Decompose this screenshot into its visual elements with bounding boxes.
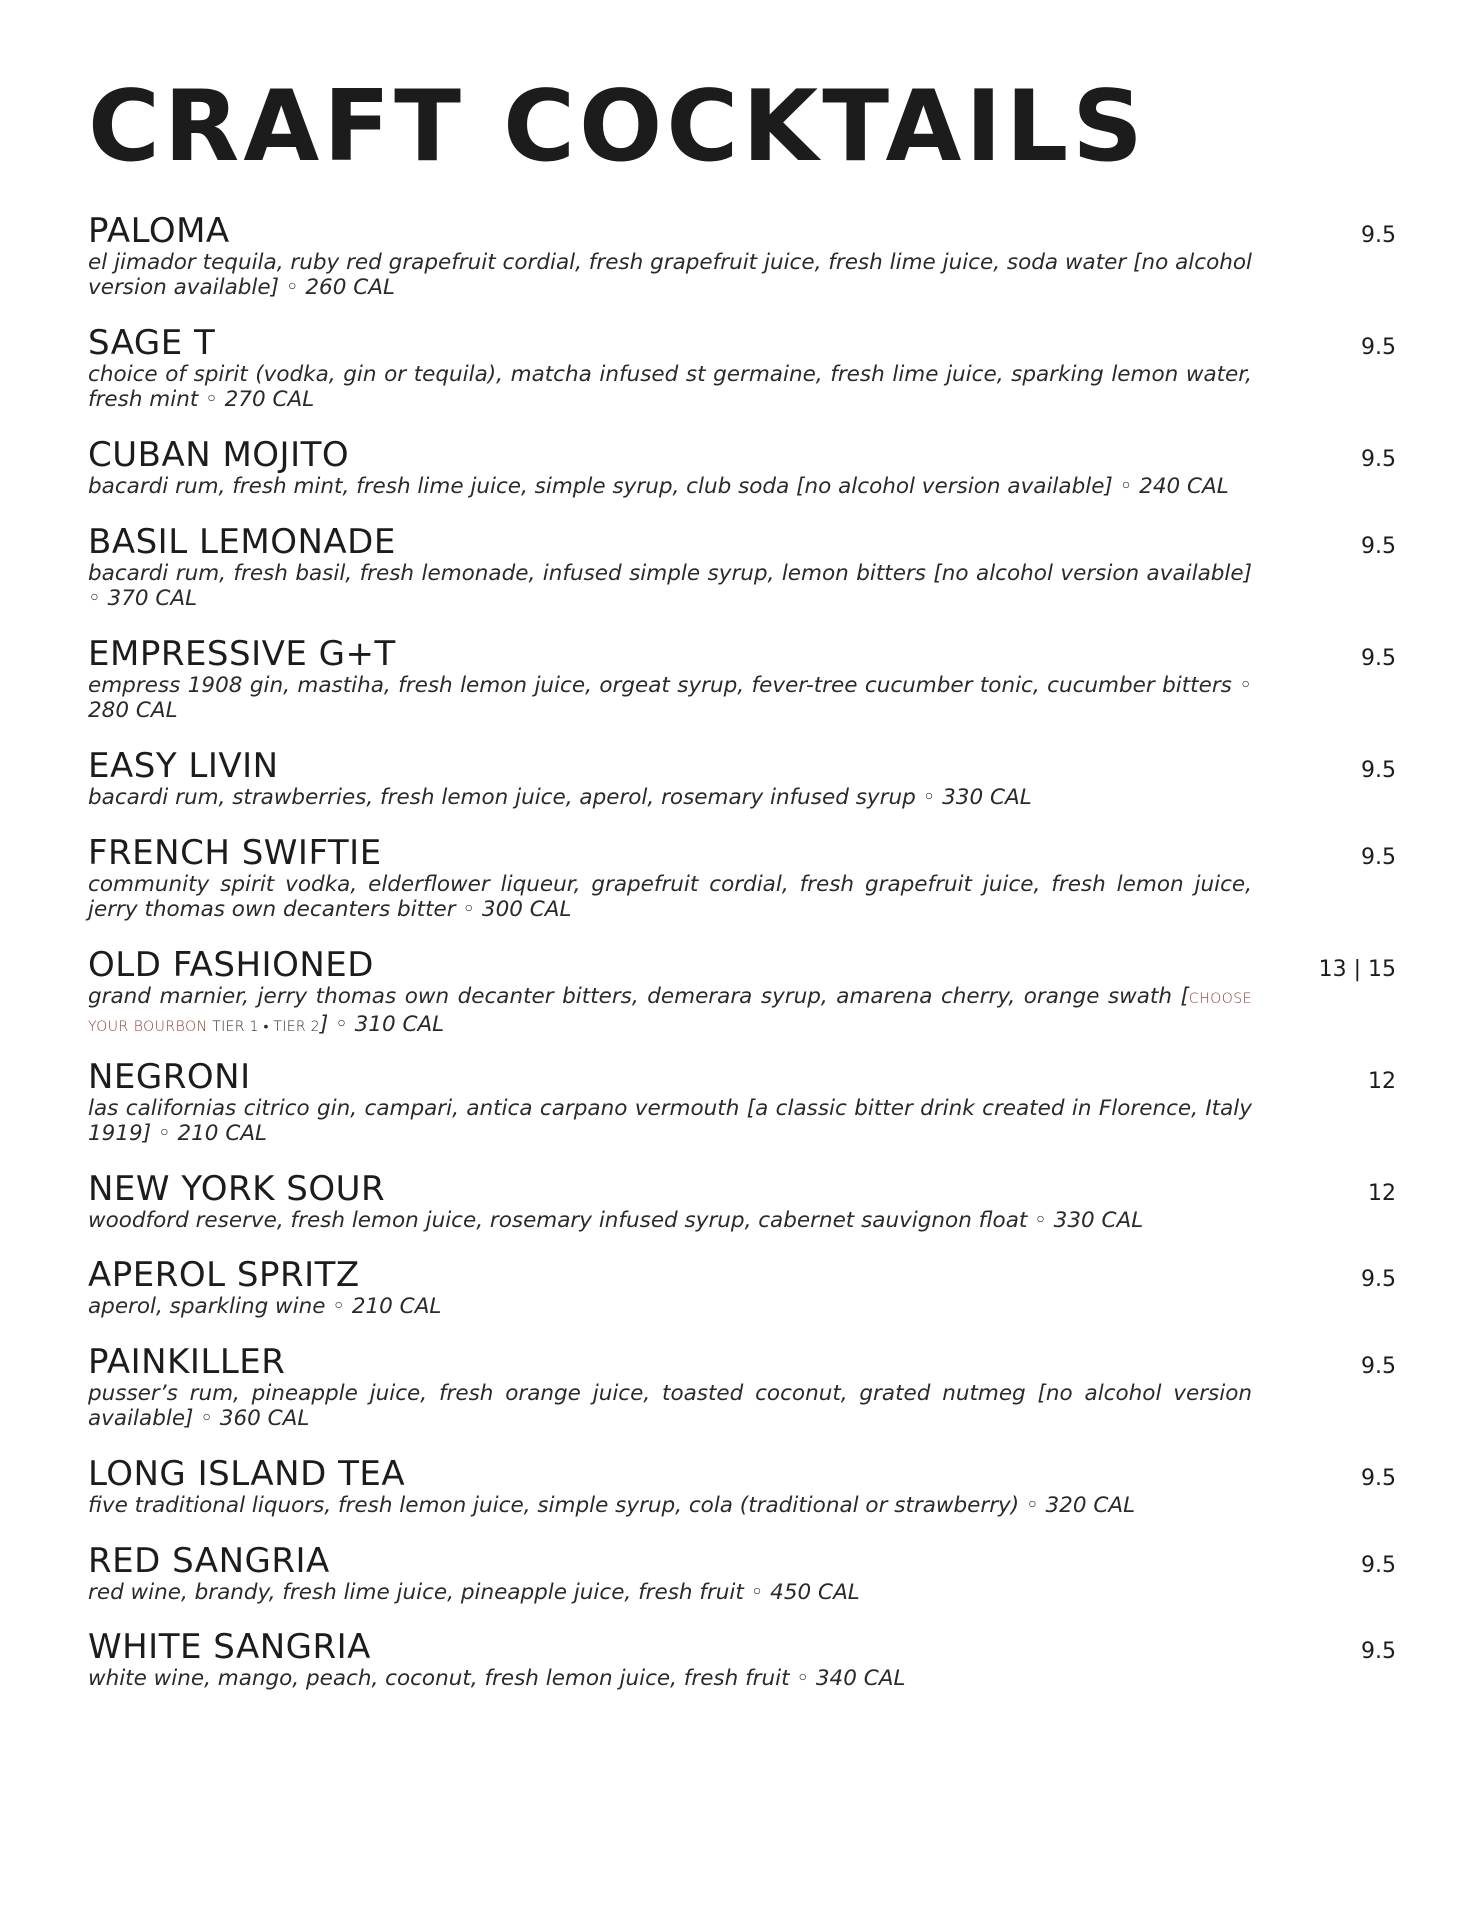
item-description: woodford reserve, fresh lemon juice, rosemary infused syrup, cabernet sauvignon float ◦ 330 CAL: [88, 1208, 1144, 1233]
item-name: OLD FASHIONED: [88, 945, 374, 985]
menu-item-long-island-tea: [88, 1455, 1396, 1518]
menu-item-easy-livin: [88, 747, 1396, 810]
item-description: choice of spirit (vodka, gin or tequila), matcha infused st germaine, fresh lime juice, sparking lemon water, fresh mint ◦ 270 CAL: [88, 362, 1252, 412]
item-description: white wine, mango, peach, coconut, fresh lemon juice, fresh fruit ◦ 340 CAL: [88, 1666, 906, 1691]
item-name: WHITE SANGRIA: [88, 1627, 371, 1667]
menu-item-basil-lemonade: [88, 523, 1396, 611]
item-price: 9.5: [1361, 223, 1396, 248]
item-name: PALOMA: [88, 211, 230, 251]
menu-item-painkiller: [88, 1343, 1396, 1431]
item-name: RED SANGRIA: [88, 1541, 330, 1581]
item-price: 9.5: [1361, 335, 1396, 360]
menu-item-new-york-sour: [88, 1170, 1396, 1233]
item-description: five traditional liquors, fresh lemon juice, simple syrup, cola (traditional or strawberry) ◦ 320 CAL: [88, 1493, 1136, 1518]
item-price: 13 | 15: [1318, 957, 1396, 982]
menu-item-red-sangria: [88, 1542, 1396, 1605]
menu-item-old-fashioned: [88, 946, 1396, 1040]
menu-item-negroni: [88, 1058, 1396, 1146]
item-price: 9.5: [1361, 845, 1396, 870]
item-name: FRENCH SWIFTIE: [88, 833, 382, 873]
item-name: NEW YORK SOUR: [88, 1169, 386, 1209]
item-description: bacardi rum, strawberries, fresh lemon juice, aperol, rosemary infused syrup ◦ 330 CAL: [88, 785, 1032, 810]
page-title: CRAFT COCKTAILS: [88, 70, 1147, 184]
item-price: 9.5: [1361, 1639, 1396, 1664]
item-description: aperol, sparkling wine ◦ 210 CAL: [88, 1294, 442, 1319]
item-name: NEGRONI: [88, 1057, 251, 1097]
item-description: bacardi rum, fresh mint, fresh lime juice, simple syrup, club soda [no alcohol version available] ◦ 240 CAL: [88, 474, 1229, 499]
choose-bourbon-note: CHOOSE YOUR BOURBON: [88, 991, 1252, 1035]
item-name: BASIL LEMONADE: [88, 522, 396, 562]
item-description: pusser’s rum, pineapple juice, fresh orange juice, toasted coconut, grated nutmeg [no alcohol version available] ◦ 360 CAL: [88, 1381, 1252, 1431]
item-description: empress 1908 gin, mastiha, fresh lemon juice, orgeat syrup, fever-tree cucumber tonic, cucumber bitters ◦ 280 CAL: [88, 673, 1252, 723]
menu-item-cuban-mojito: [88, 436, 1396, 499]
item-name: APEROL SPRITZ: [88, 1255, 360, 1295]
item-price: 9.5: [1361, 1466, 1396, 1491]
item-name: PAINKILLER: [88, 1342, 286, 1382]
bourbon-tiers: TIER 1 • TIER 2: [207, 1019, 320, 1035]
menu-item-white-sangria: [88, 1628, 1396, 1691]
item-description-calories: ] ◦ 310 CAL: [319, 1012, 445, 1037]
item-name: CUBAN MOJITO: [88, 435, 350, 475]
item-price: 9.5: [1361, 1267, 1396, 1292]
item-description: las californias citrico gin, campari, antica carpano vermouth [a classic bitter drink created in Florence, Italy 1919] ◦ 210 CAL: [88, 1096, 1252, 1146]
item-price: 9.5: [1361, 447, 1396, 472]
item-price: 9.5: [1361, 1553, 1396, 1578]
item-price: 12: [1368, 1181, 1396, 1206]
menu-item-sage-t: [88, 324, 1396, 412]
item-price: 9.5: [1361, 758, 1396, 783]
item-name: LONG ISLAND TEA: [88, 1454, 406, 1494]
item-description: el jimador tequila, ruby red grapefruit cordial, fresh grapefruit juice, fresh lime juice, soda water [no alcohol version available] ◦ 260 CAL: [88, 250, 1252, 300]
item-name: SAGE T: [88, 323, 216, 363]
item-name: EASY LIVIN: [88, 746, 279, 786]
item-price: 9.5: [1361, 646, 1396, 671]
item-description: [88, 984, 1252, 1040]
item-price: 9.5: [1361, 1354, 1396, 1379]
item-name: EMPRESSIVE G+T: [88, 634, 396, 674]
item-description: red wine, brandy, fresh lime juice, pineapple juice, fresh fruit ◦ 450 CAL: [88, 1580, 860, 1605]
menu-item-empressive-gt: [88, 635, 1396, 723]
item-price: 9.5: [1361, 534, 1396, 559]
menu-item-aperol-spritz: [88, 1256, 1396, 1319]
item-description: bacardi rum, fresh basil, fresh lemonade, infused simple syrup, lemon bitters [no alcohol version available] ◦ 370 CAL: [88, 561, 1252, 611]
item-price: 12: [1368, 1069, 1396, 1094]
item-description: community spirit vodka, elderflower liqueur, grapefruit cordial, fresh grapefruit juice, fresh lemon juice, jerry thomas own decanters bitter ◦ 300 CAL: [88, 872, 1252, 922]
menu-item-paloma: [88, 212, 1396, 300]
item-description-text: grand marnier, jerry thomas own decanter bitters, demerara syrup, amarena cherry, orange swath [: [88, 984, 1189, 1009]
menu-item-french-swiftie: [88, 834, 1396, 922]
